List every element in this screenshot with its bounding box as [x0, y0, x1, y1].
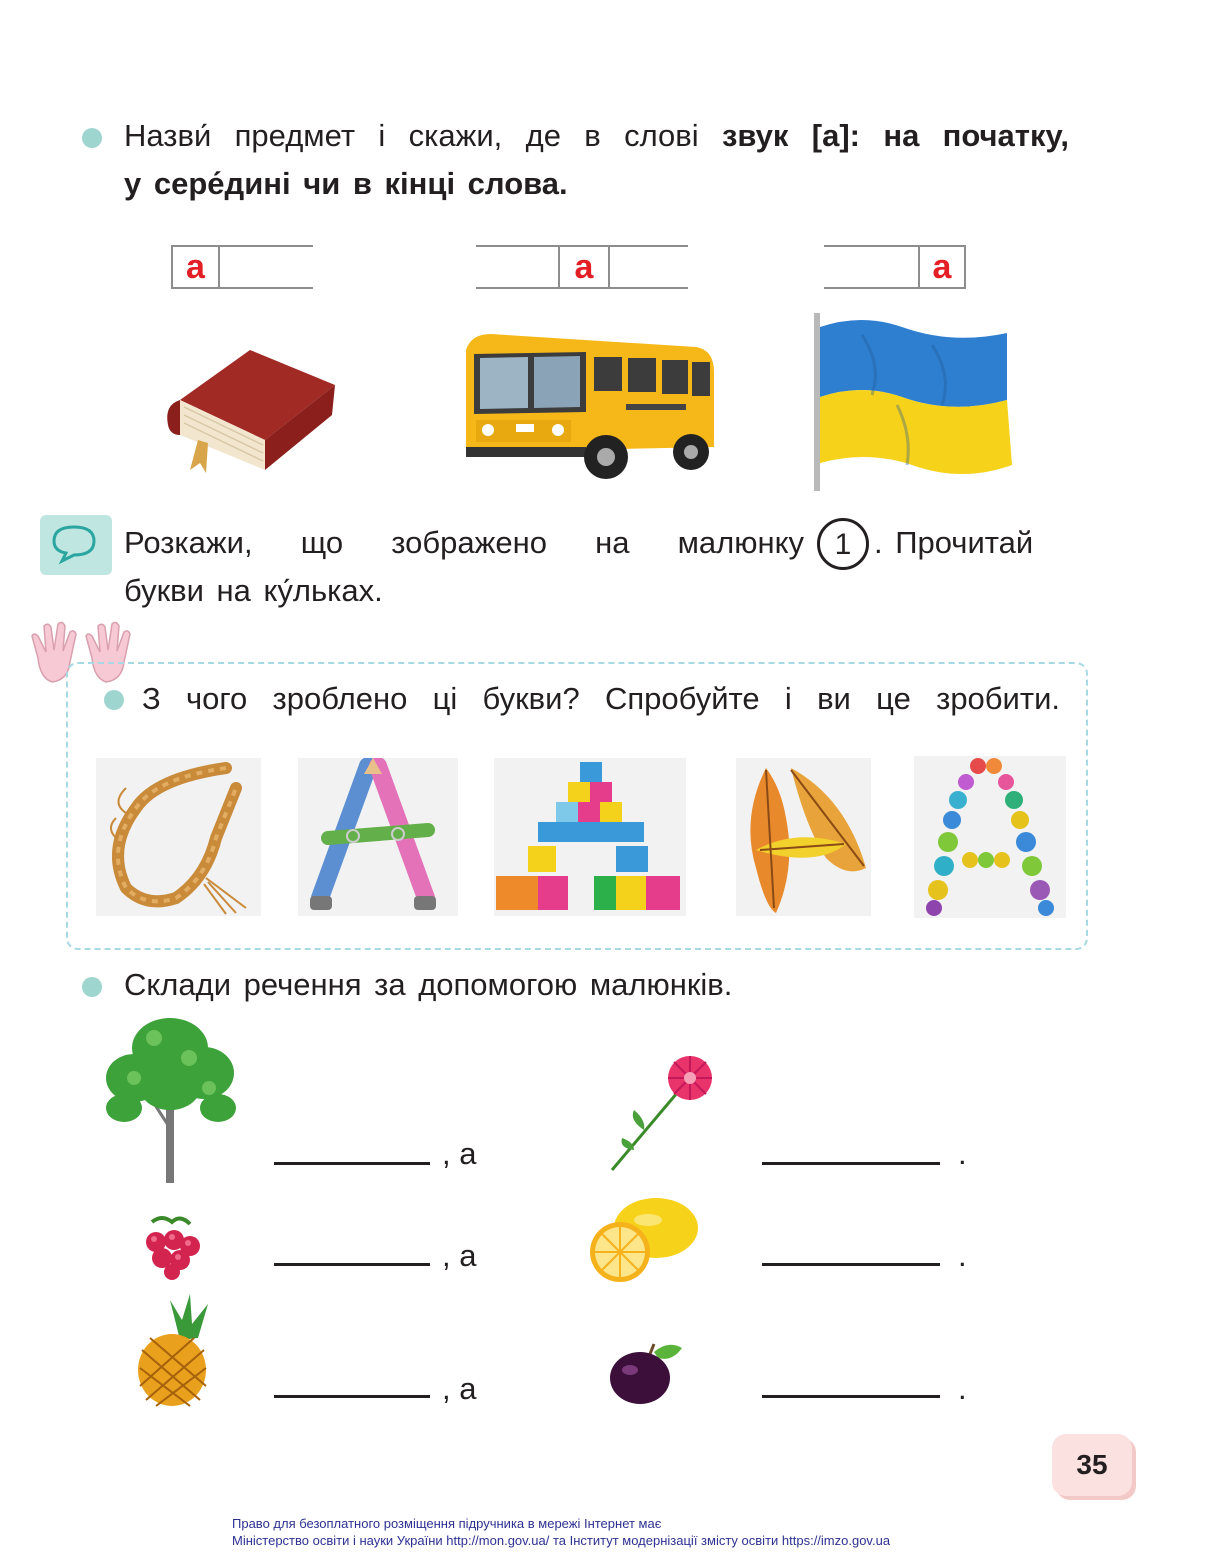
- bullet-task1: [82, 128, 102, 148]
- speech-bubble-icon: [40, 515, 112, 575]
- sound-scheme-end: [824, 245, 966, 289]
- conjunction-label: , а: [442, 1238, 477, 1273]
- task2-line2: букви на ку́льках.: [124, 573, 383, 608]
- answer-line[interactable]: [762, 1263, 940, 1266]
- footer-copyright: Право для безоплатного розміщення підручника в мережі Інтернет має Міністерство освіти і науки України http://mon.gov.ua/ та Інститут модернізації змісту освіти https://imzo.gov.ua: [232, 1516, 891, 1548]
- answer-line[interactable]: [274, 1263, 430, 1266]
- sound-scheme-start: [171, 245, 313, 289]
- conjunction-label: , а: [442, 1371, 477, 1406]
- bullet-task4: [82, 977, 102, 997]
- sound-scheme-middle: [476, 245, 688, 289]
- task4-text: Склади речення за допомогою малюнків.: [124, 967, 733, 1002]
- bus-image: [446, 312, 731, 487]
- scheme-cell-letter: а: [558, 247, 610, 287]
- period-label: .: [958, 1238, 967, 1273]
- period-label: .: [958, 1136, 967, 1171]
- tree-image: [104, 1008, 239, 1183]
- answer-line[interactable]: [762, 1162, 940, 1165]
- task1-line1: Назви́ предмет і скажи, де в слові звук [а]: на початку,: [124, 118, 1069, 153]
- pencils-letter-image: [298, 758, 458, 916]
- answer-line[interactable]: [274, 1395, 430, 1398]
- page-number: 35: [1052, 1434, 1132, 1496]
- scheme-cell-letter: а: [171, 247, 220, 287]
- plum-image: [606, 1336, 686, 1406]
- raspberry-image: [132, 1212, 212, 1282]
- answer-line[interactable]: [762, 1395, 940, 1398]
- task3-text: З чого зроблено ці букви? Спробуйте і ви це зробити.: [142, 681, 1060, 716]
- scheme-cell-letter: а: [918, 247, 966, 287]
- period-label: .: [958, 1371, 967, 1406]
- task2-line1-end: . Прочитай: [874, 525, 1034, 560]
- pineapple-image: [120, 1290, 222, 1408]
- blocks-letter-image: [494, 758, 686, 916]
- flag-image: [802, 305, 1020, 493]
- answer-line[interactable]: [274, 1162, 430, 1165]
- bullet-task3: [104, 690, 124, 710]
- beads-letter-image: [914, 756, 1066, 918]
- task2-line1-start: Розкажи, що зображено на малюнку: [124, 525, 804, 560]
- conjunction-label: , а: [442, 1136, 477, 1171]
- flower-image: [604, 1050, 722, 1175]
- rope-letter-image: [96, 758, 261, 916]
- lemon-image: [584, 1192, 702, 1284]
- leaves-letter-image: [736, 758, 871, 916]
- figure-ref-circle: 1: [817, 518, 869, 570]
- task1-line2: у сере́дині чи в кінці слова.: [124, 166, 568, 201]
- book-image: [160, 345, 338, 480]
